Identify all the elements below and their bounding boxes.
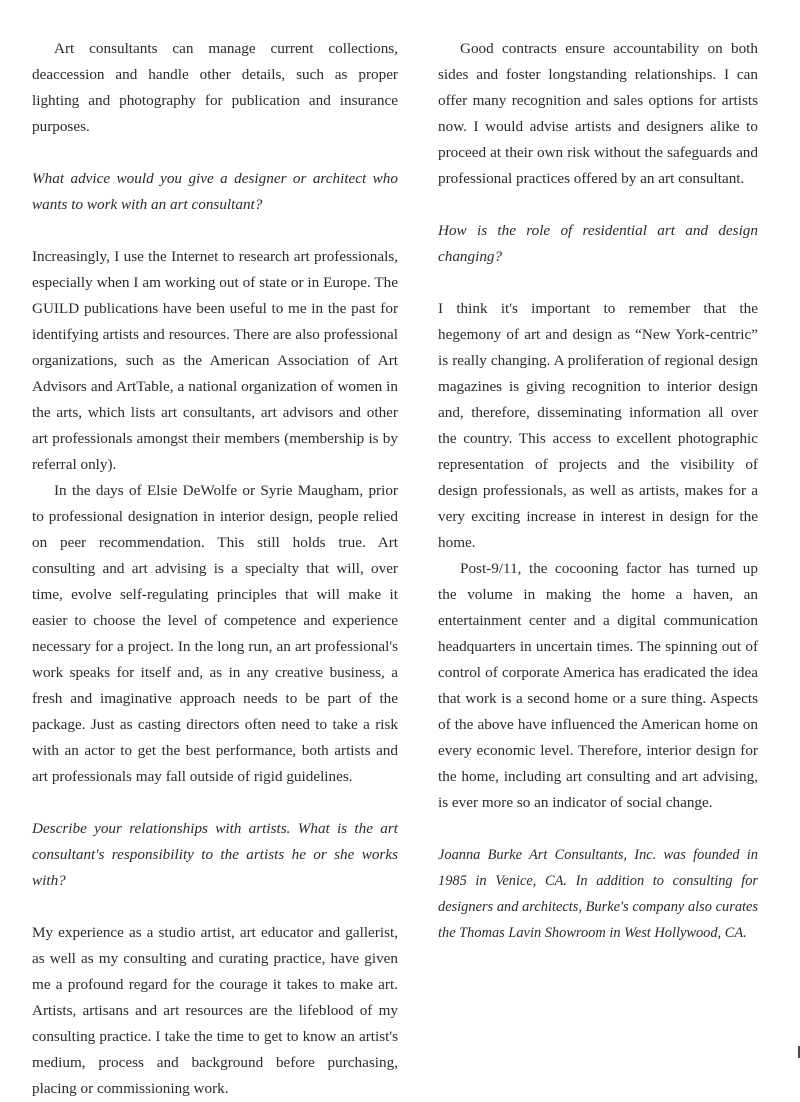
paragraph: Art consultants can manage current collections, deaccession and handle other details, such as proper lighting and photography for publication and insurance purposes. [32,40,398,135]
paragraph: Post-9/11, the cocooning factor has turned up the volume in making the home a haven, an entertainment center and a digital communication headquarters in uncertain times. The spinning out of control of corporate America has eradicated the idea that work is a second home or a sure thing. Aspects of the above have influenced the American home on every economic level. Therefore, interior design for the home, including art consulting and art advising, is ever more so an indicator of social change. [438,560,758,811]
paragraph: Good contracts ensure accountability on both sides and foster longstanding relationships. I can offer many recognition and sales options for artists now. I would advise artists and designers alike to proceed at their own risk without the safeguards and professional practices offered by an art consultant. [438,40,758,187]
interview-question: How is the role of residential art and design changing? [438,222,758,265]
paragraph: I think it's important to remember that the hegemony of art and design as “New York-centric” is really changing. A proliferation of regional design magazines is giving recognition to interior design and, therefore, disseminating information all over the country. This access to excellent photographic representation of projects and the visibility of design professionals, as well as artists, makes for a very exciting increase in interest in design for the home. [438,300,758,551]
left-column [32,36,398,1102]
interview-question: Describe your relationships with artists. What is the art consultant's responsibility to the artists he or she works with? [32,820,398,889]
right-column [438,36,758,946]
paragraph: In the days of Elsie DeWolfe or Syrie Maugham, prior to professional designation in interior design, people relied on peer recommendation. This still holds true. Art consulting and art advising is a specialty that will, over time, evolve self-regulating principles that will make it easier to choose the level of competence and experience necessary for a project. In the long run, an art professional's work speaks for itself and, as in any creative business, a fresh and imaginative approach needs to be part of the package. Just as casting directors often need to take a risk with an actor to get the best performance, both artists and art professionals may fall outside of rigid guidelines. [32,482,398,785]
interview-question: What advice would you give a designer or architect who wants to work with an art consultant? [32,170,398,213]
paragraph: Increasingly, I use the Internet to research art professionals, especially when I am working out of state or in Europe. The GUILD publications have been useful to me in the past for identifying artists and resources. There are also professional organizations, such as the American Association of Art Advisors and ArtTable, a national organization of women in the arts, which lists art consultants, art advisors and other art professionals amongst their members (membership is by referral only). [32,248,398,473]
paragraph: My experience as a studio artist, art educator and gallerist, as well as my consulting and curating practice, have given me a profound regard for the courage it takes to make art. Artists, artisans and art resources are the lifeblood of my consulting practice. I take the time to get to know an artist's medium, process and background before purchasing, placing or commissioning work. [32,924,398,1097]
author-credit: Joanna Burke Art Consultants, Inc. was founded in 1985 in Venice, CA. In addition to consulting for designers and architects, Burke's company also curates the Thomas Lavin Showroom in West Hollywood, CA. [438,847,758,941]
